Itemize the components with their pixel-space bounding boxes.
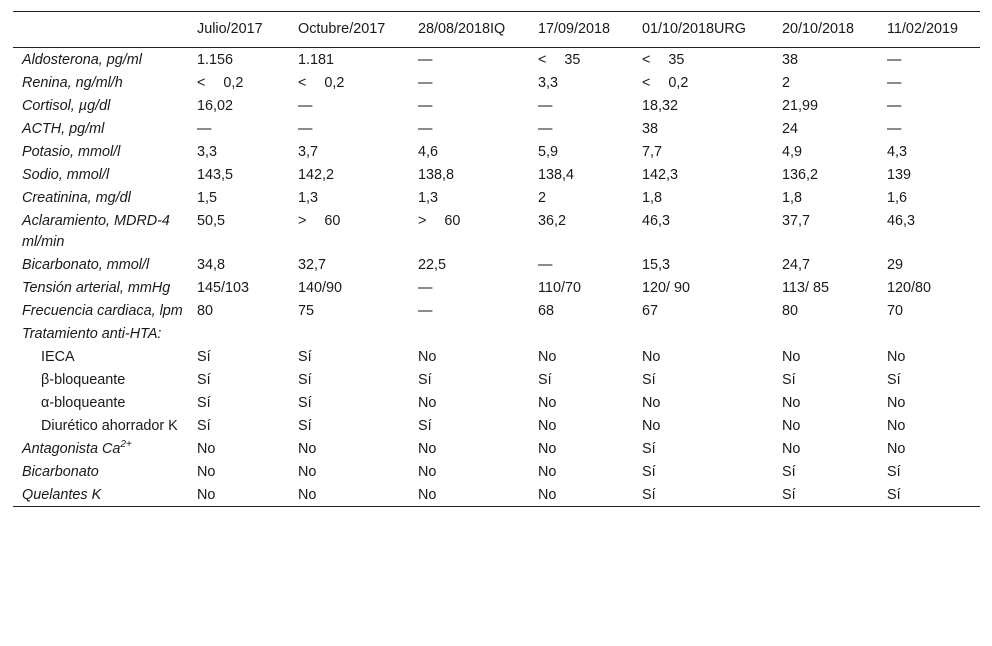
table-cell: < 35	[642, 52, 685, 68]
row-label	[13, 414, 188, 437]
table-cell	[529, 322, 633, 345]
table-cell: 70	[887, 303, 904, 319]
table-cell: 3,3	[197, 144, 218, 160]
table-cell: No	[887, 418, 906, 434]
table-cell: —	[418, 121, 433, 137]
column-header: 20/10/2018	[782, 21, 855, 37]
table-cell: Sí	[887, 464, 901, 480]
column-header: 11/02/2019	[887, 21, 958, 37]
table-cell: 15,3	[642, 257, 671, 273]
table-cell: No	[782, 441, 801, 457]
table-cell: No	[298, 464, 317, 480]
table-cell: Sí	[418, 418, 432, 434]
table-cell: 36,2	[538, 213, 567, 229]
table-cell: —	[887, 121, 902, 137]
table-cell: 46,3	[642, 213, 671, 229]
table-cell: 50,5	[197, 213, 226, 229]
table-cell: —	[298, 98, 313, 114]
table-cell: No	[538, 464, 557, 480]
table-cell: 143,5	[197, 167, 234, 183]
table-cell: No	[538, 487, 557, 503]
table-cell: 4,6	[418, 144, 439, 160]
table-cell: Sí	[642, 372, 656, 388]
table-cell: Sí	[298, 372, 312, 388]
table-row	[13, 140, 980, 163]
table-cell: 80	[782, 303, 799, 319]
row-label-text: β-bloqueante	[41, 372, 126, 388]
row-label-text: Frecuencia cardiaca, lpm	[22, 303, 183, 319]
row-label	[13, 140, 188, 163]
column-header: 28/08/2018IQ	[418, 21, 506, 37]
row-label-text: Aclaramiento, MDRD-4 ml/min	[22, 213, 170, 250]
table-cell: > 60	[298, 213, 341, 229]
table-row	[13, 391, 980, 414]
row-label-text: Aldosterona, pg/ml	[22, 52, 142, 68]
row-label-text: IECA	[41, 349, 75, 365]
row-label	[13, 276, 188, 299]
table-row	[13, 368, 980, 391]
table-cell: Sí	[782, 464, 796, 480]
table-cell: No	[538, 418, 557, 434]
column-header	[13, 12, 188, 48]
table-cell: < 0,2	[298, 75, 345, 91]
column-header: Octubre/2017	[298, 21, 386, 37]
table-cell	[289, 322, 409, 345]
table-cell: 138,4	[538, 167, 575, 183]
table-row	[13, 163, 980, 186]
table-cell: No	[418, 464, 437, 480]
row-label	[13, 253, 188, 276]
table-cell: < 0,2	[197, 75, 244, 91]
table-cell: 1.181	[298, 52, 335, 68]
table-cell: 38	[642, 121, 659, 137]
table-cell: —	[887, 75, 902, 91]
table-cell: 46,3	[887, 213, 916, 229]
table-cell: —	[418, 280, 433, 296]
table-cell: No	[298, 487, 317, 503]
row-label-text: Bicarbonato, mmol/l	[22, 257, 150, 273]
row-label-text: Renina, ng/ml/h	[22, 75, 123, 91]
table-cell: 18,32	[642, 98, 679, 114]
table-cell: Sí	[197, 349, 211, 365]
row-label	[13, 345, 188, 368]
row-label-superscript: 2+	[120, 439, 132, 451]
column-header: Julio/2017	[197, 21, 263, 37]
table-cell: No	[197, 464, 216, 480]
table-cell: No	[197, 487, 216, 503]
table-cell: 1,3	[298, 190, 319, 206]
table-cell: Sí	[298, 395, 312, 411]
table-cell: —	[197, 121, 212, 137]
table-cell: —	[538, 98, 553, 114]
table-row	[13, 253, 980, 276]
table-cell: 3,7	[298, 144, 319, 160]
table-cell: 2	[538, 190, 547, 206]
table-cell	[633, 322, 773, 345]
table-cell: No	[538, 395, 557, 411]
table-cell: Sí	[642, 464, 656, 480]
table-cell: 4,9	[782, 144, 803, 160]
table-cell: No	[782, 395, 801, 411]
table-cell	[188, 322, 289, 345]
table-cell: No	[418, 487, 437, 503]
table-cell: 1,8	[642, 190, 663, 206]
table-row	[13, 414, 980, 437]
table-cell: 1,6	[887, 190, 908, 206]
row-label-text: α-bloqueante	[41, 395, 126, 411]
row-label-text: Bicarbonato	[22, 464, 99, 480]
row-label	[13, 483, 188, 507]
table-cell: 22,5	[418, 257, 447, 273]
row-label-text: Creatinina, mg/dl	[22, 190, 131, 206]
table-cell: No	[418, 395, 437, 411]
table-cell: Sí	[642, 487, 656, 503]
row-label	[13, 163, 188, 186]
table-cell: Sí	[887, 487, 901, 503]
table-cell: 136,2	[782, 167, 819, 183]
table-cell: 1.156	[197, 52, 234, 68]
row-label	[13, 437, 188, 460]
table-cell: 75	[298, 303, 315, 319]
table-row	[13, 345, 980, 368]
table-cell: 68	[538, 303, 555, 319]
table-row	[13, 276, 980, 299]
table-row	[13, 437, 980, 460]
table-row	[13, 299, 980, 322]
table-row	[13, 117, 980, 140]
table-cell: 37,7	[782, 213, 811, 229]
table-row	[13, 71, 980, 94]
table-cell: —	[418, 98, 433, 114]
table-cell: 38	[782, 52, 799, 68]
table-cell: No	[642, 349, 661, 365]
table-cell: 7,7	[642, 144, 663, 160]
table-cell: 4,3	[887, 144, 908, 160]
table-cell: No	[782, 349, 801, 365]
row-label	[13, 322, 188, 345]
row-label	[13, 460, 188, 483]
table-cell: Sí	[887, 372, 901, 388]
table-row	[13, 209, 980, 253]
table-cell: Sí	[418, 372, 432, 388]
table-cell: Sí	[197, 372, 211, 388]
table-cell: 29	[887, 257, 904, 273]
table-cell: < 35	[538, 52, 581, 68]
table-cell: No	[538, 349, 557, 365]
table-cell: No	[418, 441, 437, 457]
table-cell: Sí	[642, 441, 656, 457]
table-cell: Sí	[197, 418, 211, 434]
table-body	[13, 48, 980, 507]
table-cell: Sí	[782, 372, 796, 388]
table-cell: No	[782, 418, 801, 434]
table-cell: 1,8	[782, 190, 803, 206]
table-cell: 32,7	[298, 257, 327, 273]
table-cell	[773, 322, 878, 345]
row-label	[13, 368, 188, 391]
table-cell: —	[538, 257, 553, 273]
row-label	[13, 209, 188, 253]
row-label	[13, 71, 188, 94]
lab-results-table	[13, 11, 980, 507]
table-cell: No	[418, 349, 437, 365]
table-cell: 1,5	[197, 190, 218, 206]
table-cell: —	[298, 121, 313, 137]
table-cell: No	[887, 395, 906, 411]
table-cell: —	[418, 52, 433, 68]
row-label	[13, 117, 188, 140]
row-label	[13, 391, 188, 414]
table-cell: 145/103	[197, 280, 250, 296]
table-cell: 142,2	[298, 167, 335, 183]
table-cell: No	[887, 441, 906, 457]
table-row	[13, 460, 980, 483]
table-cell: 24	[782, 121, 799, 137]
table-row	[13, 48, 980, 72]
table-header-row	[13, 12, 980, 48]
row-label-text: Tensión arterial, mmHg	[22, 280, 171, 296]
table-cell: 21,99	[782, 98, 819, 114]
table-cell: Sí	[538, 372, 552, 388]
table-cell: —	[887, 98, 902, 114]
table-cell: 1,3	[418, 190, 439, 206]
column-header: 17/09/2018	[538, 21, 611, 37]
table-cell: 80	[197, 303, 214, 319]
row-label-text: Tratamiento anti-HTA:	[22, 326, 162, 342]
table-cell: —	[538, 121, 553, 137]
table-cell: 34,8	[197, 257, 226, 273]
table-cell: 24,7	[782, 257, 811, 273]
table-cell: 138,8	[418, 167, 455, 183]
table-cell: No	[197, 441, 216, 457]
table-cell: 2	[782, 75, 791, 91]
table-cell: > 60	[418, 213, 461, 229]
table-cell: —	[418, 303, 433, 319]
row-label	[13, 48, 188, 72]
row-label-text: ACTH, pg/ml	[22, 121, 105, 137]
table-cell: 67	[642, 303, 659, 319]
table-cell: 113/ 85	[782, 280, 829, 296]
table-cell	[878, 322, 980, 345]
table-cell: 120/ 90	[642, 280, 691, 296]
table-cell: No	[642, 395, 661, 411]
table-cell: < 0,2	[642, 75, 689, 91]
table-cell: Sí	[197, 395, 211, 411]
row-label-text: Cortisol, µg/dl	[22, 98, 111, 114]
table-cell: 120/80	[887, 280, 932, 296]
row-label-text: Diurético ahorrador K	[41, 418, 178, 434]
row-label-text: Sodio, mmol/l	[22, 167, 110, 183]
row-label	[13, 186, 188, 209]
table-cell: 110/70	[538, 280, 581, 296]
table-cell: 3,3	[538, 75, 559, 91]
table-cell: Sí	[298, 418, 312, 434]
row-label	[13, 299, 188, 322]
column-header: 01/10/2018URG	[642, 21, 747, 37]
table-cell	[409, 322, 529, 345]
table-cell: No	[887, 349, 906, 365]
table-cell: —	[418, 75, 433, 91]
table-cell: —	[887, 52, 902, 68]
table-cell: Sí	[298, 349, 312, 365]
table-row	[13, 94, 980, 117]
row-label-text: Quelantes K	[22, 487, 102, 503]
table-cell: Sí	[782, 487, 796, 503]
table-cell: 16,02	[197, 98, 234, 114]
row-label	[13, 94, 188, 117]
row-label-text: Potasio, mmol/l	[22, 144, 121, 160]
table-cell: 139	[887, 167, 912, 183]
table-row	[13, 322, 980, 345]
table-cell: 140/90	[298, 280, 343, 296]
table-cell: No	[642, 418, 661, 434]
table-cell: 5,9	[538, 144, 559, 160]
row-label-text: Antagonista Ca	[22, 441, 121, 457]
table-cell: No	[298, 441, 317, 457]
table-cell: 142,3	[642, 167, 679, 183]
table-row	[13, 186, 980, 209]
table-cell: No	[538, 441, 557, 457]
table-row	[13, 483, 980, 507]
